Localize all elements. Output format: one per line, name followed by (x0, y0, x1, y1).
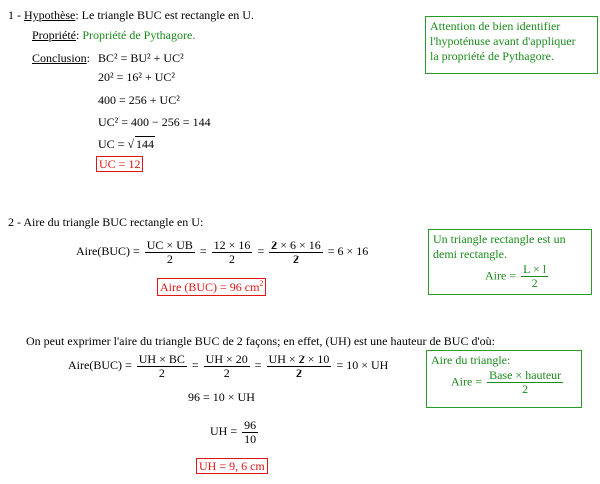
fraction-1: $\frac{UC \times UB}{2}$ (146, 237, 193, 266)
note-triangle: Aire du triangle: Aire = $\frac{\text{Base × hauteur}}{2}$ (426, 350, 582, 408)
equation-96: 96 = 10 × UH (188, 390, 255, 404)
fraction-4: $\frac{UH \times BC}{2}$ (138, 351, 185, 380)
equation-3: 400 = 256 + UC² (98, 93, 180, 107)
result-uh: UH = 9, 6 cm (196, 458, 268, 474)
uh-equation: UH = $\frac{96}{10}$ (210, 417, 257, 446)
fraction-2: $\frac{12 \times 16}{2}$ (213, 237, 251, 266)
hypothesis-line: 1 - Hypothèse: Le triangle BUC est rectangle en U. (8, 8, 254, 22)
fraction-uh: $\frac{96}{10}$ (244, 417, 257, 446)
property-label: Propriété (32, 28, 76, 42)
note2-fraction: $\frac{L \times l}{2}$ (523, 262, 547, 290)
fraction-6: $\frac{UH \times 2 \times 10}{2}$ (268, 351, 330, 380)
equation-4: UC² = 400 − 256 = 144 (98, 115, 211, 129)
property-line: Propriété: Propriété de Pythagore. (32, 28, 196, 42)
equation-2: 20² = 16² + UC² (98, 70, 175, 84)
equation-5: UC = √ 144 (98, 137, 155, 151)
note3-fraction: $\frac{\text{Base × hauteur}}{2}$ (489, 368, 562, 396)
part3-intro: On peut exprimer l'aire du triangle BUC de 2 façons; en effet, (UH) est une hauteur de BUC d'où: (26, 334, 495, 348)
fraction-5: $\frac{UH \times 20}{2}$ (205, 351, 248, 380)
area-equation-2: Aire(BUC) = $\frac{UH \times BC}{2}$ = $\frac{UH \times 20}{2}$ = $\frac{UH \times 2 \times 10}{2}$ = 10 × UH (68, 351, 389, 380)
conclusion-line: Conclusion: (32, 51, 91, 65)
part2-title: 2 - Aire du triangle BUC rectangle en U: (8, 215, 204, 229)
property-text: Propriété de Pythagore. (82, 28, 196, 42)
note-rectangle: Un triangle rectangle est un demi rectangle. Aire = $\frac{L \times l}{2}$ (428, 229, 592, 295)
fraction-3: $\frac{2 \times 6 \times 16}{2}$ (271, 237, 321, 266)
result-uc: UC = 12 (96, 156, 143, 172)
hypothesis-label: Hypothèse (24, 8, 76, 22)
result-area: Aire (BUC) = 96 $cm^2$ (157, 278, 266, 296)
conclusion-label: Conclusion (32, 51, 87, 65)
note-pythagore: Attention de bien identifier l'hypoténuse avant d'appliquer la propriété de Pythagore. (425, 16, 598, 74)
equation-1: BC² = BU² + UC² (98, 51, 184, 65)
area-equation: Aire(BUC) = $\frac{UC \times UB}{2}$ = $\frac{12 \times 16}{2}$ = $\frac{2 \times 6 \times 16}{2}$ = 6 × 16 (76, 237, 369, 266)
